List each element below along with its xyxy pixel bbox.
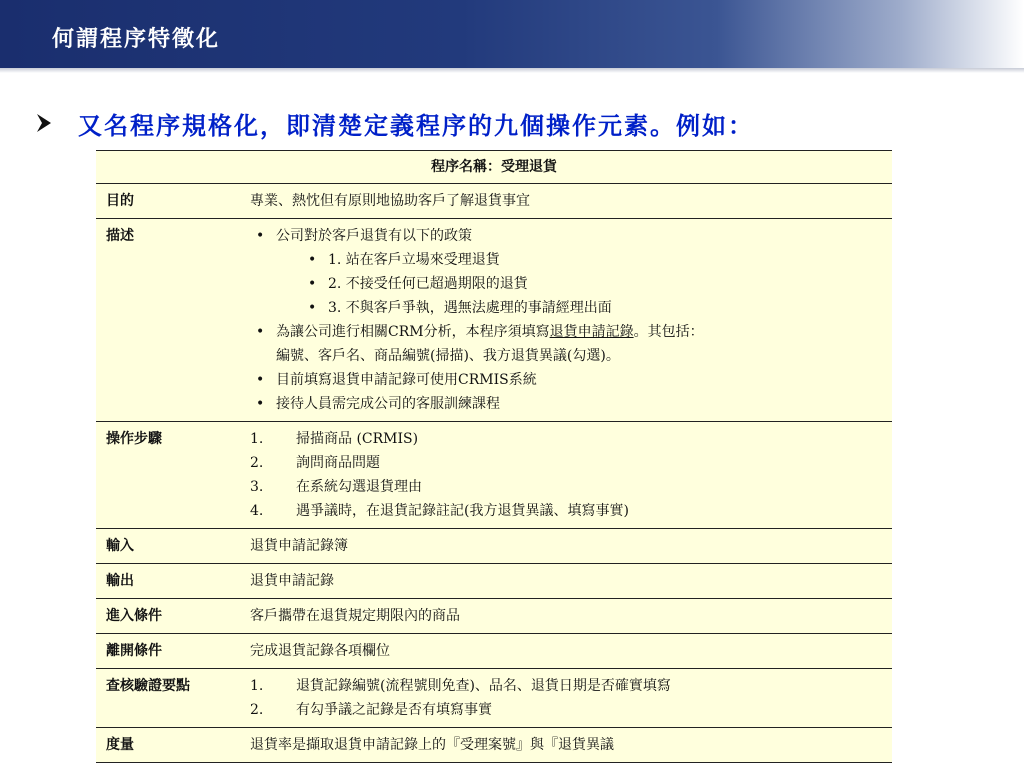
title-bar <box>0 0 1024 68</box>
table-row <box>96 634 892 669</box>
step-item <box>250 475 882 499</box>
policy-item: • 1. 站在客戶立場來受理退貨 <box>302 248 882 272</box>
step-item <box>250 427 882 451</box>
description-bullet <box>250 224 882 320</box>
audit-text: 退貨記錄編號(流程號則免查)、品名、退貨日期是否確實填寫 <box>296 678 671 694</box>
purpose-value: 專業、熱忱但有原則地協助客戶了解退貨事宜 <box>240 184 892 219</box>
procedure-name: 程序名稱：受理退貨 <box>96 151 892 184</box>
purpose-label: 目的 <box>96 184 240 219</box>
output-label: 輸出 <box>96 564 240 599</box>
table-row <box>96 219 892 422</box>
table-row <box>96 669 892 728</box>
measure-label: 度量 <box>96 728 240 763</box>
entry-condition-label: 進入條件 <box>96 599 240 634</box>
table-row <box>96 728 892 763</box>
arrow-right-icon <box>36 113 52 133</box>
step-text: 遇爭議時，在退貨記錄註記(我方退貨異議、填寫事實) <box>296 503 629 519</box>
description-bullet-text: 。其包括： <box>633 324 704 340</box>
intro-text: 又名程序規格化，即清楚定義程序的九個操作元素。例如： <box>78 110 754 140</box>
audit-value <box>240 669 892 728</box>
step-item <box>250 451 882 475</box>
input-value: 退貨申請記錄簿 <box>240 529 892 564</box>
policy-list <box>276 248 882 320</box>
policy-item: • 2. 不接受任何已超過期限的退貨 <box>302 272 882 296</box>
procedure-table <box>96 150 892 763</box>
step-number: 2. <box>250 455 264 471</box>
description-bullet: • 目前填寫退貨申請記錄可使用CRMIS系統 <box>250 368 882 392</box>
step-text: 在系統勾選退貨理由 <box>296 479 422 495</box>
table-heading-row <box>96 151 892 184</box>
steps-value <box>240 422 892 529</box>
audit-text: 有勾爭議之記錄是否有填寫事實 <box>296 702 492 718</box>
exit-condition-label: 離開條件 <box>96 634 240 669</box>
step-number: 4. <box>250 503 264 519</box>
description-bullet-text: 為讓公司進行相關CRM分析，本程序須填寫 <box>276 324 550 340</box>
entry-condition-value: 客戶攜帶在退貨規定期限內的商品 <box>240 599 892 634</box>
steps-list <box>250 427 882 523</box>
step-text: 掃描商品 (CRMIS) <box>296 431 419 447</box>
table-row <box>96 599 892 634</box>
audit-list <box>250 674 882 722</box>
description-bullet-text: 編號、客戶名、商品編號(掃描)、我方退貨異議(勾選)。 <box>276 348 620 364</box>
description-bullet-text: 公司對於客戶退貨有以下的政策 <box>276 228 472 244</box>
steps-label: 操作步驟 <box>96 422 240 529</box>
description-value <box>240 219 892 422</box>
audit-item <box>250 698 882 722</box>
slide-title: 何謂程序特徵化 <box>52 27 221 52</box>
title-bar-shadow <box>0 68 1024 73</box>
description-bullet: • 接待人員需完成公司的客服訓練課程 <box>250 392 882 416</box>
step-number: 3. <box>250 479 264 495</box>
exit-condition-value: 完成退貨記錄各項欄位 <box>240 634 892 669</box>
intro-bullet <box>36 105 754 141</box>
table-row <box>96 184 892 219</box>
audit-number: 1. <box>250 678 264 694</box>
audit-label: 查核驗證要點 <box>96 669 240 728</box>
table-row <box>96 422 892 529</box>
description-bullet <box>250 320 882 368</box>
step-item <box>250 499 882 523</box>
input-label: 輸入 <box>96 529 240 564</box>
description-label: 描述 <box>96 219 240 422</box>
output-value: 退貨申請記錄 <box>240 564 892 599</box>
step-text: 詢問商品問題 <box>296 455 380 471</box>
return-record-term: 退貨申請記錄 <box>549 324 634 340</box>
audit-item <box>250 674 882 698</box>
audit-number: 2. <box>250 702 264 718</box>
policy-item: • 3. 不與客戶爭執，遇無法處理的事請經理出面 <box>302 296 882 320</box>
measure-value: 退貨率是擷取退貨申請記錄上的『受理案號』與『退貨異議 <box>240 728 892 763</box>
table-row <box>96 564 892 599</box>
step-number: 1. <box>250 431 264 447</box>
table-row <box>96 529 892 564</box>
